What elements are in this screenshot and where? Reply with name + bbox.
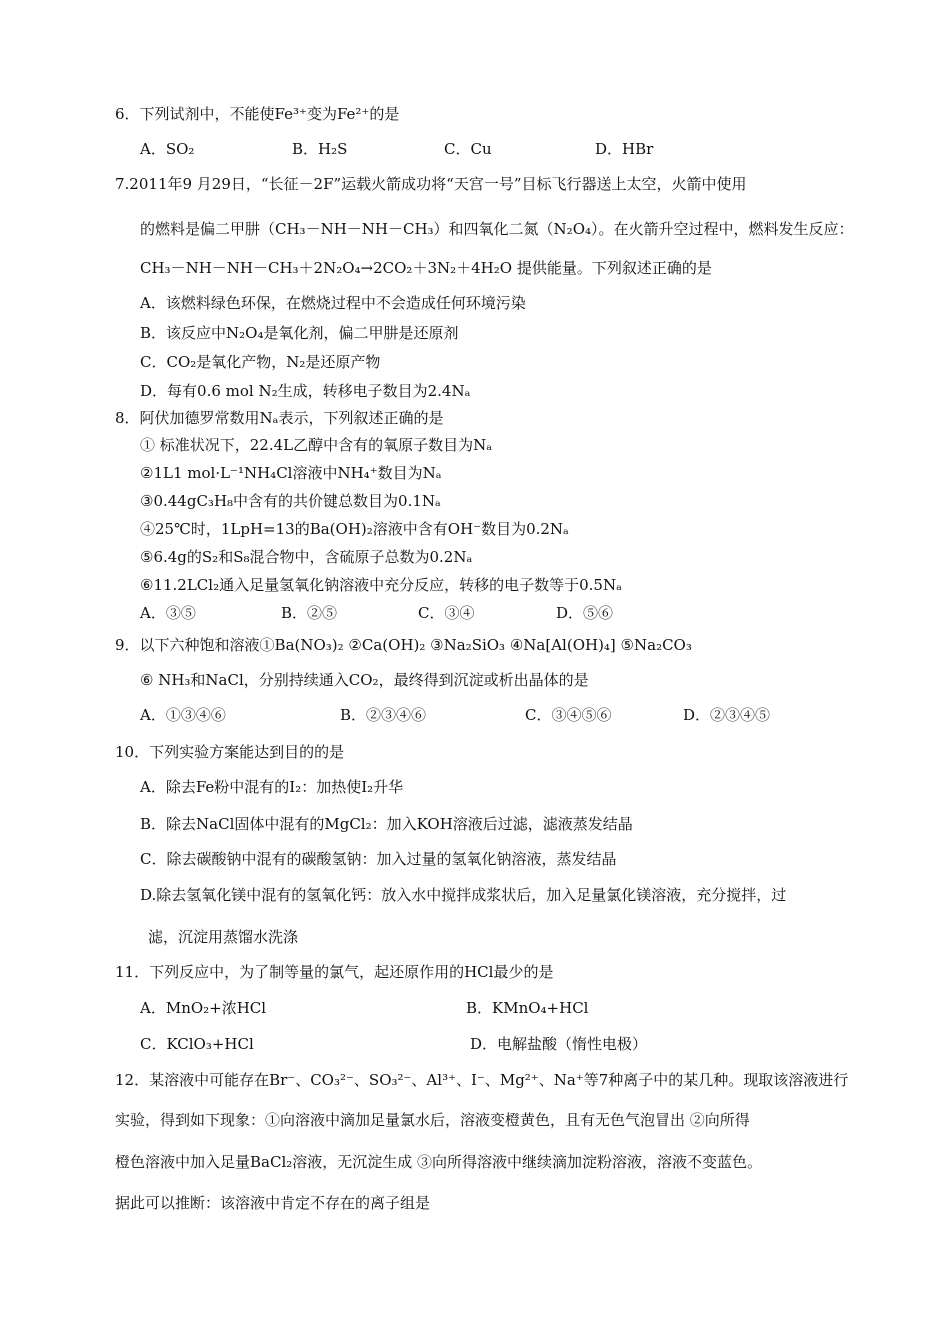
q6-option-c: C．Cu <box>444 140 492 158</box>
q9-line-2: ⑥ NH₃和NaCl，分别持续通入CO₂，最终得到沉淀或析出晶体的是 <box>140 671 589 689</box>
q11-option-b: B．KMnO₄+HCl <box>466 999 589 1017</box>
q11-stem: 11．下列反应中，为了制等量的氯气，起还原作用的HCl最少的是 <box>115 963 554 981</box>
q10-option-a: A．除去Fe粉中混有的I₂：加热使I₂升华 <box>140 778 404 796</box>
q8-item-1: ① 标准状况下，22.4L乙醇中含有的氧原子数目为Nₐ <box>140 436 493 454</box>
q8-item-6: ⑥11.2LCl₂通入足量氢氧化钠溶液中充分反应，转移的电子数等于0.5Nₐ <box>140 576 622 594</box>
q9-line-1: 9．以下六种饱和溶液①Ba(NO₃)₂ ②Ca(OH)₂ ③Na₂SiO₃ ④Na[Al(OH)₄] ⑤Na₂CO₃ <box>115 636 692 654</box>
q11-option-a: A．MnO₂+浓HCl <box>140 999 267 1017</box>
q8-item-3: ③0.44gC₃H₈中含有的共价键总数目为0.1Nₐ <box>140 492 441 510</box>
q11-option-c: C．KClO₃+HCl <box>140 1035 254 1053</box>
q8-stem: 8．阿伏加德罗常数用Nₐ表示，下列叙述正确的是 <box>115 409 444 427</box>
q6-stem: 6．下列试剂中，不能使Fe³⁺变为Fe²⁺的是 <box>115 105 400 123</box>
q6-option-d: D．HBr <box>595 140 654 158</box>
q6-option-b: B．H₂S <box>292 140 348 158</box>
q12-line-4: 据此可以推断：该溶液中肯定不存在的离子组是 <box>115 1194 431 1212</box>
q7-line-1: 7.2011年9 月29日，“长征－2F”运载火箭成功将“天宫一号”目标飞行器送上太空，火箭中使用 <box>115 175 747 193</box>
q7-line-2: 的燃料是偏二甲肼（CH₃－NH－NH－CH₃）和四氧化二氮（N₂O₄）。在火箭升空过程中，燃料发生反应： <box>140 220 854 238</box>
q10-option-d: D.除去氢氧化镁中混有的氢氧化钙：放入水中搅拌成浆状后，加入足量氯化镁溶液，充分搅拌，过 <box>140 886 787 904</box>
q7-option-b: B．该反应中N₂O₄是氧化剂，偏二甲肼是还原剂 <box>140 324 459 342</box>
q7-option-c: C．CO₂是氧化产物，N₂是还原产物 <box>140 353 381 371</box>
q9-option-c: C．③④⑤⑥ <box>525 706 612 724</box>
q12-line-3: 橙色溶液中加入足量BaCl₂溶液，无沉淀生成 ③向所得溶液中继续滴加淀粉溶液，溶液不变蓝色。 <box>115 1153 763 1171</box>
q8-option-b: B．②⑤ <box>281 604 338 622</box>
q8-option-a: A．③⑤ <box>140 604 196 622</box>
q10-option-d-continued: 滤，沉淀用蒸馏水洗涤 <box>148 928 299 946</box>
q7-option-d: D．每有0.6 mol N₂生成，转移电子数目为2.4Nₐ <box>140 382 471 400</box>
q11-option-d: D．电解盐酸（惰性电极） <box>470 1035 648 1053</box>
q9-option-a: A．①③④⑥ <box>140 706 226 724</box>
q10-option-b: B．除去NaCl固体中混有的MgCl₂：加入KOH溶液后过滤，滤液蒸发结晶 <box>140 815 633 833</box>
q9-option-b: B．②③④⑥ <box>340 706 427 724</box>
q8-option-d: D．⑤⑥ <box>556 604 614 622</box>
q12-line-1: 12．某溶液中可能存在Br⁻、CO₃²⁻、SO₃²⁻、Al³⁺、I⁻、Mg²⁺、Na⁺等7种离子中的某几种。现取该溶液进行 <box>115 1071 849 1089</box>
q7-option-a: A．该燃料绿色环保，在燃烧过程中不会造成任何环境污染 <box>140 294 526 312</box>
q10-stem: 10．下列实验方案能达到目的的是 <box>115 743 345 761</box>
q12-line-2: 实验，得到如下现象：①向溶液中滴加足量氯水后，溶液变橙黄色，且有无色气泡冒出 ②向所得 <box>115 1111 750 1129</box>
q8-item-5: ⑤6.4g的S₂和S₈混合物中，含硫原子总数为0.2Nₐ <box>140 548 473 566</box>
q8-item-2: ②1L1 mol·L⁻¹NH₄Cl溶液中NH₄⁺数目为Nₐ <box>140 464 442 482</box>
q7-line-3: CH₃－NH－NH－CH₃＋2N₂O₄→2CO₂＋3N₂＋4H₂O 提供能量。下列叙述正确的是 <box>140 259 712 277</box>
q10-option-c: C．除去碳酸钠中混有的碳酸氢钠：加入过量的氢氧化钠溶液，蒸发结晶 <box>140 850 617 868</box>
q8-item-4: ④25℃时，1LpH=13的Ba(OH)₂溶液中含有OH⁻数目为0.2Nₐ <box>140 520 569 538</box>
q6-option-a: A．SO₂ <box>140 140 195 158</box>
q9-option-d: D．②③④⑤ <box>683 706 771 724</box>
q8-option-c: C．③④ <box>418 604 475 622</box>
